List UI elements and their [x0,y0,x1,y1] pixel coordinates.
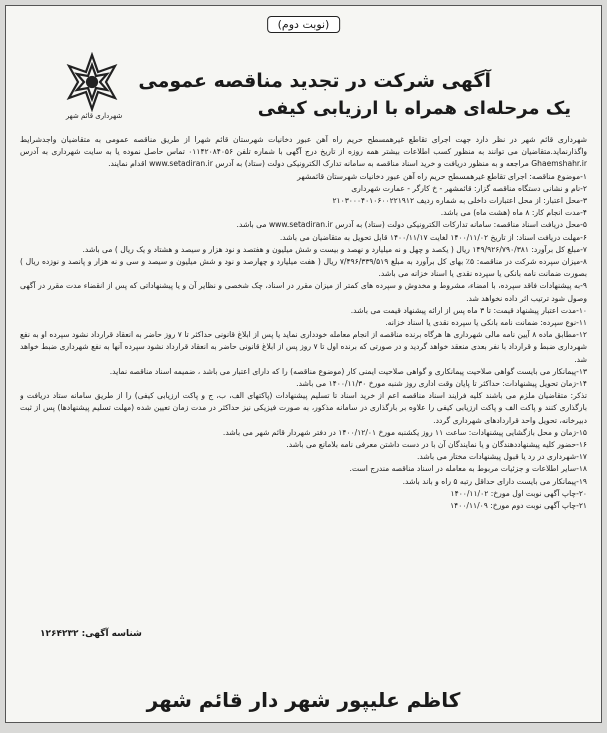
clause-6: ۶-مهلت دریافت اسناد: از تاریخ ۱۴۰۰/۱۱/۰۲ لغایت ۱۴۰۰/۱۱/۱۷ قابل تحویل به متقاضیان می باشد. [279,232,587,242]
turn-badge: (نوبت دوم) [267,16,341,33]
clause-15: ۱۵-زمان و محل بازگشایی پیشنهادات: ساعت ۱۱ روز یکشنبه مورخ ۱۴۰۰/۱۲/۰۱ در دفتر شهردار قائم شهر می باشد. [222,427,587,437]
clause-13: ۱۳-پیمانکار می بایست گواهی صلاحیت پیمانکاری و گواهی صلاحیت ایمنی کار (موضوع مناقصه) را که دارای اعتبار می باشد ، ضمیمه اسناد مناقصه نماید. [109,366,587,376]
clause-19: ۱۹-پیمانکار می بایست دارای حداقل رتبه ۵ راه و باند باشد. [402,476,587,486]
clause-5: ۵-محل دریافت اسناد مناقصه: سامانه تدارکات الکترونیکی دولت (ستاد) به آدرس www.setadiran.ir می باشد. [236,220,587,230]
clause-17: ۱۷-شهرداری در رد یا قبول پیشنهادات مختار می باشد. [416,452,587,462]
clause-8: ۸-میزان سپرده شرکت در مناقصه: ۵٪ بهای کل برآورد به مبلغ ۷/۴۹۶/۳۳۹/۵۱۹ ریال ( هفت میلیارد و چهارصد و نود و شش میلیون و سیصد و سی و نه هزار و پانصد و نوزده ریال ) بصورت ضمانت نامه بانکی یا سپرده نقدی یا اسناد خزانه می باشد. [20,257,587,279]
clause-10: ۱۰-مدت اعتبار پیشنهاد قیمت: تا ۳ ماه پس از ارائه پیشنهاد قیمت می باشد. [350,305,587,315]
advertisement-page [5,5,602,723]
clause-12: ۱۲-مطابق ماده ۸ آیین نامه مالی شهرداری ها هرگاه برنده مناقصه از انجام معامله خودداری نماید یا پس از ابلاغ قانونی حداکثر تا ۷ روز حاضر به انعقاد قرارداد نشود سپرده او به نفع شهرداری ضبط و قرارداد با نفر بعدی منعقد خواهد گردید و در صورتی که برنده اول تا ۷ روز پس از ابلاغ قانونی حاضر به انعقاد قرارداد نشود سپرده آنها به نفع شهرداری ضبط خواهد شد. [20,330,587,364]
logo-caption: شهرداری قائم شهر [65,112,123,120]
ad-serial-number: شناسه آگهی: ۱۲۶۴۲۳۲ [40,629,142,639]
tender-subtitle: یک مرحله‌ای همراه با ارزیابی کیفی [257,98,571,119]
clause-1: ۱-موضوع مناقصه: اجرای تقاطع غیرهمسطح حریم راه آهن عبور دخانیات شهرستان قائمشهر [297,171,587,181]
municipality-star-logo-icon [62,52,122,112]
intro-paragraph: شهرداری قائم شهر در نظر دارد جهت اجرای تقاطع غیرهمسطح حریم راه آهن عبور دخانیات شهرستان قائم شهرا از طریق مناقصه عمومی به متقاضیان واجدشرایط واگذارنماید.متقاضیان می توانند به منظور کسب اطلاعات بیشتر همه روزه از تاریخ درج آگهی با شماره تلفن ۰۱۱۴۲۰۸۴۰۵۶ تماس حاصل نموده یا به سایت شهرداری به آدرس Ghaemshahr.ir مراجعه و به منظور دریافت و خرید اسناد مناقصه به سامانه تدارک الکترونیکی دولت (ستاد) به آدرس www.setadiran.ir اقدام نمایند. [20,135,587,169]
clause-3: ۳-محل اعتبار: از محل اعتبارات داخلی به شماره ردیف ۲۱۰۳۰۰۰۴۰۱۰۶۰۰۲۲۱۹۱۲ [332,196,587,206]
clause-14: ۱۴-زمان تحویل پیشنهادات: حداکثر تا پایان وقت اداری روز شنبه مورخ ۱۴۰۰/۱۱/۳۰ می باشد. [296,379,587,389]
clause-9: ۹-به پیشنهادات فاقد سپرده، با امضاء، مشروط و مخدوش و سپرده های کمتر از میزان مقرر در اسناد، چک شخصی و نظایر آن و یا پیشنهاداتی که پس از انقضاء مدت مقرر در آگهی وصول شود ترتیب اثر داده نخواهد شد. [20,281,587,303]
clause-16: ۱۶-حضور کلیه پیشنهاددهندگان و یا نمایندگان آن با در دست داشتن معرفی نامه بلامانع می باشد. [286,440,587,450]
clause-note: تذکر: متقاضیان ملزم می باشند کلیه فرایند اسناد مناقصه اعم از خرید اسناد تا تسلیم پیشنهادات (پاکتهای الف، ب، ج و پاکت ارزیابی کیفی) را از طریق سامانه ستاد دریافت و بارگذاری کنند و پاکت الف و پاکت ارزیابی کیفی را علاوه بر بارگذاری در سامانه مذکور، به صورت فیزیکی نیز حداکثر در مدت زمان تعیین شده (مهلت تسلیم پیشنهادها) پس از ثبت دبیرخانه، تحویل واحد قراردادهای شهرداری گردد. [20,391,587,425]
clause-21: ۲۱-چاپ آگهی نوبت دوم مورخ: ۱۴۰۰/۱۱/۰۹ [450,501,587,511]
clause-11: ۱۱-نوع سپرده: ضمانت نامه بانکی یا سپرده نقدی یا اسناد خزانه. [385,318,587,328]
clause-4: ۴-مدت انجام کار: ۸ ماه (هشت ماه) می باشد. [440,208,587,218]
clause-2: ۲-نام و نشانی دستگاه مناقصه گزار: قائمشهر - خ کارگر - عمارت شهرداری [351,183,587,193]
signatory: کاظم علیپور شهر دار قائم شهر [146,688,461,712]
tender-title: آگهی شرکت در تجدید مناقصه عمومی [138,70,491,92]
clause-7: ۷-مبلغ کل برآورد: ۱۴۹/۹۲۶/۷۹۰/۳۸۱ ریال ( یکصد و چهل و نه میلیارد و نهصد و بیست و شش میلیون و هفتصد و نود هزار و سیصد و هشتاد و یک ریال ) می باشد. [82,244,587,254]
tender-body [20,134,587,654]
clause-18: ۱۸-سایر اطلاعات و جزئیات مربوط به معامله در اسناد مناقصه مندرج است. [349,464,587,474]
clause-20: ۲۰-چاپ آگهی نوبت اول مورخ: ۱۴۰۰/۱۱/۰۲ [450,488,587,498]
